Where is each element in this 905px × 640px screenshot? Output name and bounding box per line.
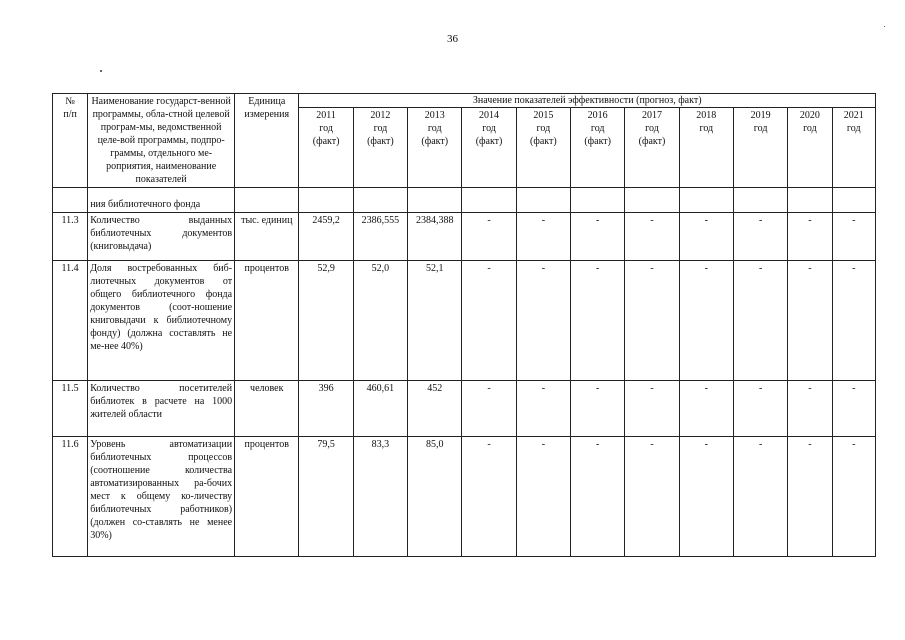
cell-value	[571, 188, 625, 213]
value-2018: -	[679, 261, 733, 381]
cell-unit	[235, 188, 299, 213]
cell-value	[733, 188, 787, 213]
header-row	[53, 94, 876, 108]
row-name: Уровень автоматизации библиотечных процессов (соотношение количества автоматизированных ра-бочих мест к общему ко-личеству библиотечных работников) (должен со-ставлять не менее 30%)	[88, 437, 235, 557]
row-unit: тыс. единиц	[235, 213, 299, 261]
value-2012: 2386,555	[353, 213, 407, 261]
cell-value	[625, 188, 679, 213]
header-year-2013: 2013 год (факт)	[408, 108, 462, 188]
header-year-2020: 2020 год	[788, 108, 832, 188]
row-num: 11.5	[53, 381, 88, 437]
header-year-2012: 2012 год (факт)	[353, 108, 407, 188]
value-2020: -	[788, 261, 832, 381]
continuation-name: ния библиотечного фонда	[88, 188, 235, 213]
value-2014: -	[462, 261, 516, 381]
value-2016: -	[571, 381, 625, 437]
value-2017: -	[625, 213, 679, 261]
value-2019: -	[733, 261, 787, 381]
header-year-2014: 2014 год (факт)	[462, 108, 516, 188]
table-row	[53, 213, 876, 261]
row-name: Количество посетителей библиотек в расчете на 1000 жителей области	[88, 381, 235, 437]
row-num: 11.4	[53, 261, 88, 381]
value-2014: -	[462, 437, 516, 557]
header-unit: Единица измерения	[235, 94, 299, 188]
scan-speck	[100, 70, 102, 72]
value-2014: -	[462, 381, 516, 437]
value-2015: -	[516, 437, 570, 557]
value-2019: -	[733, 437, 787, 557]
value-2020: -	[788, 213, 832, 261]
row-unit: процентов	[235, 261, 299, 381]
header-values-group: Значение показателей эффективности (прогноз, факт)	[299, 94, 876, 108]
value-2018: -	[679, 381, 733, 437]
value-2016: -	[571, 213, 625, 261]
cell-value	[832, 188, 875, 213]
value-2013: 2384,388	[408, 213, 462, 261]
cell-value	[299, 188, 353, 213]
value-2013: 452	[408, 381, 462, 437]
row-unit: человек	[235, 381, 299, 437]
value-2020: -	[788, 437, 832, 557]
header-num: № п/п	[53, 94, 88, 188]
value-2012: 460,61	[353, 381, 407, 437]
value-2017: -	[625, 261, 679, 381]
row-name: Количество выданных библиотечных документов (книговыдача)	[88, 213, 235, 261]
table-row	[53, 381, 876, 437]
value-2021: -	[832, 261, 875, 381]
table-row	[53, 437, 876, 557]
header-year-2015: 2015 год (факт)	[516, 108, 570, 188]
value-2017: -	[625, 437, 679, 557]
value-2020: -	[788, 381, 832, 437]
page-number: 36	[447, 33, 458, 45]
continuation-row	[53, 188, 876, 213]
value-2011: 52,9	[299, 261, 353, 381]
row-num: 11.6	[53, 437, 88, 557]
scan-speck	[884, 26, 885, 27]
header-year-2021: 2021 год	[832, 108, 875, 188]
value-2021: -	[832, 381, 875, 437]
value-2021: -	[832, 213, 875, 261]
cell-value	[679, 188, 733, 213]
value-2017: -	[625, 381, 679, 437]
value-2013: 52,1	[408, 261, 462, 381]
value-2021: -	[832, 437, 875, 557]
value-2018: -	[679, 437, 733, 557]
row-num: 11.3	[53, 213, 88, 261]
value-2011: 79,5	[299, 437, 353, 557]
value-2014: -	[462, 213, 516, 261]
indicators-table	[52, 93, 876, 557]
value-2012: 83,3	[353, 437, 407, 557]
header-year-2017: 2017 год (факт)	[625, 108, 679, 188]
cell-value	[408, 188, 462, 213]
value-2012: 52,0	[353, 261, 407, 381]
cell-value	[788, 188, 832, 213]
cell-num	[53, 188, 88, 213]
header-year-2019: 2019 год	[733, 108, 787, 188]
row-name: Доля востребованных биб-лиотечных документов от общего библиотечного фонда документов (соот-ношение книговыдачи к библиотечному фонду) (должна составлять не ме-нее 40%)	[88, 261, 235, 381]
value-2015: -	[516, 261, 570, 381]
value-2016: -	[571, 261, 625, 381]
header-name: Наименование государст-венной программы, обла-стной целевой програм-мы, ведомственной целе-вой программы, подпро-граммы, отдельного ме-роприятия, наименование показателей	[88, 94, 235, 188]
header-year-2018: 2018 год	[679, 108, 733, 188]
value-2019: -	[733, 213, 787, 261]
value-2019: -	[733, 381, 787, 437]
value-2011: 2459,2	[299, 213, 353, 261]
value-2011: 396	[299, 381, 353, 437]
value-2018: -	[679, 213, 733, 261]
cell-value	[353, 188, 407, 213]
row-unit: процентов	[235, 437, 299, 557]
cell-value	[462, 188, 516, 213]
value-2015: -	[516, 213, 570, 261]
value-2013: 85,0	[408, 437, 462, 557]
cell-value	[516, 188, 570, 213]
table-row	[53, 261, 876, 381]
value-2016: -	[571, 437, 625, 557]
value-2015: -	[516, 381, 570, 437]
header-year-2016: 2016 год (факт)	[571, 108, 625, 188]
header-year-2011: 2011 год (факт)	[299, 108, 353, 188]
